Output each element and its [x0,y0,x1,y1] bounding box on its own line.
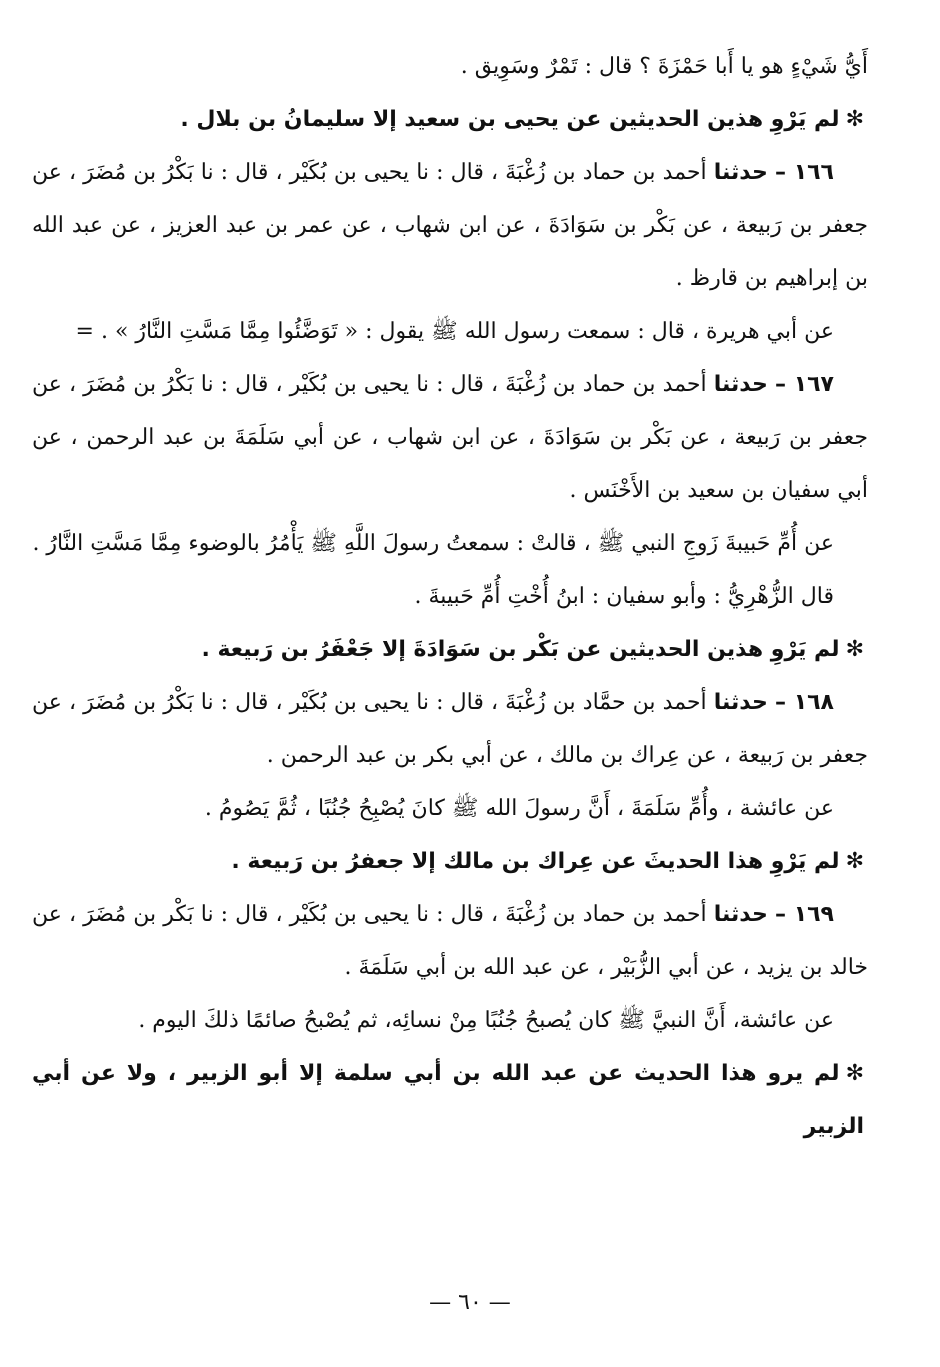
hadith-text: أحمد بن حمَّاد بن زُغْبَةَ ، قال : نا يحيى بن بُكَيْر ، قال : نا بَكْرُ بن مُضَرَ ، عن جعفر بن رَبيعة ، عن عِراك بن مالك ، عن أبي بكر بن عبد الرحمن . [32,690,868,768]
hadith-isnad [32,358,868,517]
narration-note [32,93,868,146]
hadith-matn: عن أُمِّ حَبيبةَ زَوجِ النبي ﷺ ، قالتْ : سمعتُ رسولَ اللَّهِ ﷺ يَأْمُرُ بالوضوء مِمَّا مَسَّتِ النَّارُ . [32,531,834,556]
hadith-isnad [32,146,868,305]
page-body [32,40,868,1153]
hadith-label: حدثنا [713,372,768,397]
narration-note [32,623,868,676]
hadith-matn: قال الزُّهْرِيُّ : وأبو سفيان : ابنُ أُخْتِ أُمِّ حَبيبةَ . [414,584,834,609]
note-text: لم يَرْوِ هذين الحديثين عن يحيى بن سعيد إلا سليمانُ بن بلال . [180,107,840,132]
hadith-number: ١٦٦ – [774,160,834,185]
page-number: — ٦٠ — [429,1290,511,1315]
star-icon: ✻ [845,1061,864,1086]
hadith-matn: عن عائشة ، وأُمِّ سَلَمَةَ ، أَنَّ رسولَ الله ﷺ كانَ يُصْبِحُ جُنُبًا ، ثُمَّ يَصُومُ . [204,796,834,821]
hadith-isnad [32,888,868,994]
hadith-text: أحمد بن حماد بن زُغْبَةَ ، قال : نا يحيى بن بُكَيْر ، قال : نا بَكْر بن مُضَرَ ، عن خالد بن يزيد ، عن أبي الزُّبَيْر ، عن عبد الله بن أبي سَلَمَةَ . [32,902,868,980]
hadith-text: أحمد بن حماد بن زُغْبَةَ ، قال : نا يحيى بن بُكَيْر ، قال : نا بَكْرُ بن مُضَرَ ، عن جعفر بن رَبيعة ، عن بَكْر بن سَوَادَةَ ، عن ابن شهاب ، عن أبي سَلَمَةَ بن عبد الرحمن ، عن أبي سفيان بن سعيد بن الأَخْنَس . [32,372,868,503]
note-text: لم يَرْوِ هذين الحديثين عن بَكْر بن سَوَادَةَ إلا جَعْفَرُ بن رَبيعة . [201,637,840,662]
hadith-number: ١٦٨ – [774,690,834,715]
narration-note [32,835,868,888]
hadith-label: حدثنا [713,690,768,715]
narration-note [32,1047,868,1153]
text-line: أَيُّ شَيْءٍ هو يا أَبا حَمْزَةَ ؟ قال : تَمْرٌ وسَوِيق . [460,54,868,79]
star-icon: ✻ [845,107,864,132]
hadith-label: حدثنا [713,902,768,927]
hadith-matn: عن أبي هريرة ، قال : سمعت رسول الله ﷺ يقول : « تَوَضَّئُوا مِمَّا مَسَّتِ النَّارُ » . = [75,319,834,344]
hadith-number: ١٦٩ – [774,902,834,927]
star-icon: ✻ [845,849,864,874]
note-text: لم يَرْوِ هذا الحديثَ عن عِراك بن مالك إلا جعفرُ بن رَبيعة . [231,849,840,874]
hadith-matn: عن عائشة، أَنَّ النبيَّ ﷺ كان يُصبحُ جُنُبًا مِنْ نسائِه، ثم يُصْبحُ صائمًا ذلكَ اليوم . [138,1008,834,1033]
star-icon: ✻ [845,637,864,662]
hadith-isnad [32,676,868,782]
hadith-number: ١٦٧ – [774,372,834,397]
hadith-text: أحمد بن حماد بن زُغْبَةَ ، قال : نا يحيى بن بُكَيْر ، قال : نا بَكْرُ بن مُضَرَ ، عن جعفر بن رَبيعة ، عن بَكْر بن سَوَادَةَ ، عن ابن شهاب ، عن عمر بن عبد العزيز ، عن عبد الله بن إبراهيم بن قارظ . [32,160,868,291]
hadith-label: حدثنا [713,160,768,185]
note-text: لم يرو هذا الحديث عن عبد الله بن أبي سلمة إلا أبو الزبير ، ولا عن أبي الزبير [32,1061,864,1139]
